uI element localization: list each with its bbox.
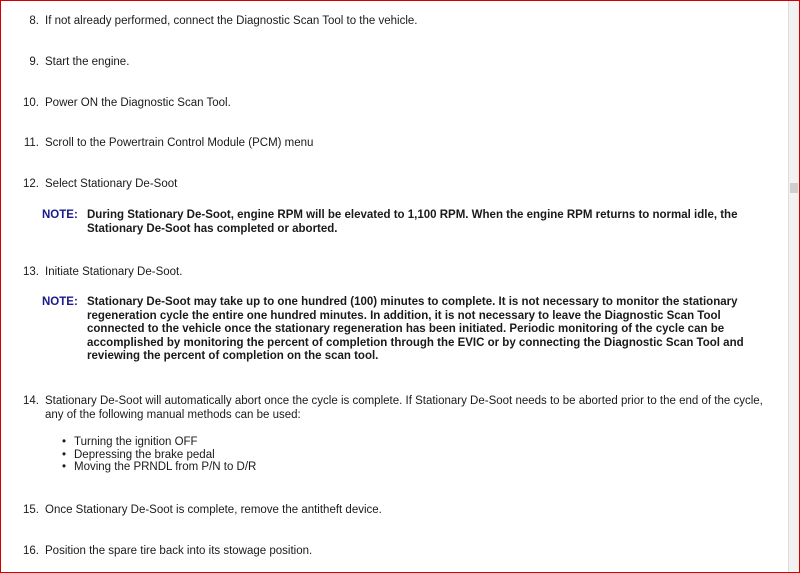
- step-text: Start the engine.: [45, 56, 130, 68]
- step-number: 13.: [23, 266, 39, 278]
- step-number: 14.: [23, 395, 39, 407]
- step-text: Select Stationary De-Soot: [45, 178, 178, 190]
- step-number: 9.: [29, 56, 39, 68]
- list-item: • Moving the PRNDL from P/N to D/R: [62, 461, 257, 473]
- note-text: During Stationary De-Soot, engine RPM will be elevated to 1,100 RPM. When the engine RPM returns to normal idle, the Stationary De-Soot has completed or aborted.: [87, 209, 738, 235]
- step-text: Once Stationary De-Soot is complete, remove the antitheft device.: [45, 504, 382, 516]
- step-15: [10, 504, 780, 518]
- step-text: If not already performed, connect the Diagnostic Scan Tool to the vehicle.: [45, 15, 418, 27]
- note-label: NOTE:: [42, 209, 78, 221]
- step-number: 12.: [23, 178, 39, 190]
- step-9: [10, 56, 780, 70]
- note-label: NOTE:: [42, 296, 78, 308]
- step-14: [10, 395, 780, 422]
- step-11: [10, 137, 780, 151]
- step-text: Power ON the Diagnostic Scan Tool.: [45, 97, 231, 109]
- list-item: • Depressing the brake pedal: [62, 448, 215, 461]
- list-item: • Turning the ignition OFF: [62, 436, 198, 448]
- step-text: Initiate Stationary De-Soot.: [45, 266, 183, 278]
- note-rpm: [42, 209, 772, 236]
- step-number: 11.: [23, 137, 39, 149]
- step-12: [10, 178, 780, 192]
- step-text: Scroll to the Powertrain Control Module (PCM) menu: [45, 137, 314, 149]
- abort-methods-list: [62, 436, 462, 474]
- step-13: [10, 266, 780, 280]
- step-text: Position the spare tire back into its stowage position.: [45, 545, 313, 557]
- step-number: 15.: [23, 504, 39, 516]
- step-number: 16.: [23, 545, 39, 557]
- step-number: 10.: [23, 97, 39, 109]
- step-8: [10, 15, 780, 29]
- step-16: [10, 545, 780, 559]
- step-10: [10, 97, 780, 111]
- note-text: Stationary De-Soot may take up to one hundred (100) minutes to complete. It is not necessary to monitor the stationary regeneration cycle the entire one hundred minutes. In addition, it is not necessary to leave the Diagnostic Scan Tool connected to the vehicle once the stationary regeneration has been initiated. Periodic monitoring of the cycle can be accomplished by monitoring the percent of completion through the EVIC or by connecting the Diagnostic Scan Tool and reviewing the percent of completion on the scan tool.: [87, 296, 744, 362]
- scrollbar-thumb[interactable]: [790, 183, 798, 193]
- step-text: Stationary De-Soot will automatically abort once the cycle is complete. If Stationary De-Soot needs to be aborted prior to the end of the cycle, any of the following manual methods can be used:: [45, 395, 763, 421]
- vertical-scrollbar[interactable]: [788, 1, 799, 572]
- note-duration: [42, 296, 772, 364]
- step-number: 8.: [29, 15, 39, 27]
